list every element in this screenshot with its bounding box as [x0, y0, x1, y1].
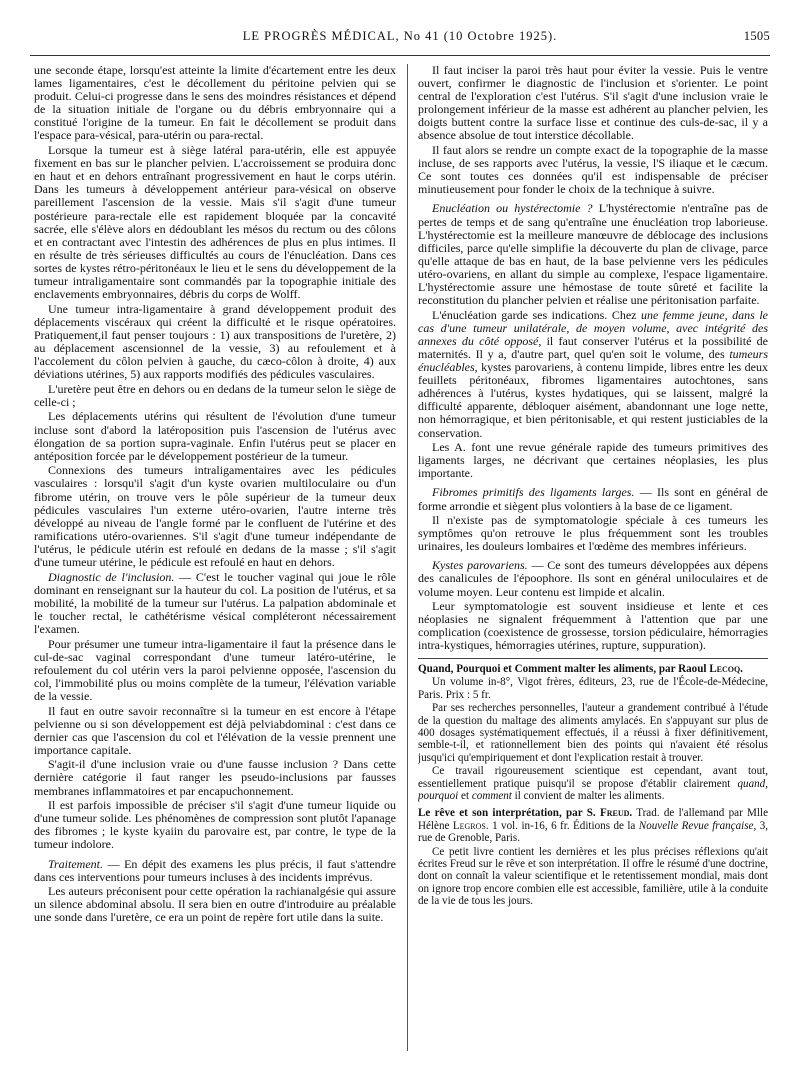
book-meta: 3, rue de Grenoble, Paris. [418, 819, 768, 844]
paragraph: Lorsque la tumeur est à siège latéral para-utérin, elle est appuyée fixement en bas sur le plancher pelvien. L'accroissement se produira donc en haut et en dehors entraînant progressivement en haut le corps utérin. Dans les tumeurs à développement antérieur para-vésical on observe pareillement l'ascension de la vessie. Mais s'il s'agit d'une tumeur postérieure para-rectale elle est rapidement bloquée par la concavité sacrée, elle s'élève alors en dédoublant les mésos du rectum ou des côlons et en contractant avec l'intestin des adhérences de plus en plus intimes. Il en résulte de très sérieuses difficultés au cours de l'énucléation. Dans ces sortes de kystes rétro-péritonéaux le lieu et le sens du développement de la tumeur intraligamentaire sont commandés par la topographie initiale des enclavements embryonnaires, débris du corps de Wolff. [34, 143, 396, 302]
book-meta: Trad. de l'allemand par Mlle Hélène [418, 807, 768, 832]
paragraph: une seconde étape, lorsqu'est atteinte la limite d'écartement entre les deux lames ligamentaires, c'est le décollement du péritoine pelvien qui se produit. Celui-ci progresse dans le sens des moindres résistances et dépend de la situation initiale de l'organe ou du débris embryonnaire qui a constitué l'origine de la tumeur. En fait le décollement se produit dans l'espace para-vésical, para-utérin ou para-rectal. [34, 64, 396, 143]
paragraph-text: — Ce sont des tumeurs développées aux dépens des canalicules de l'époophore. Ils sont en général uniloculaires et de volume moyen. Leur contenu est limpide et alcalin. [418, 558, 768, 599]
paragraph: Les auteurs préconisent pour cette opération la rachianalgésie qui assure un silence abdominal absolu. Il sera bien en outre d'introduire au préalable une sonde dans l'uretère, ce era un point de repère fort utile dans la suite. [34, 884, 396, 925]
paragraph: Il est parfois impossible de préciser s'il s'agit d'une tumeur liquide ou d'une tumeur solide. Les phénomènes de compression sont plutôt l'apanage des fibromes ; le kyste kyaiin du parovaire est, par contre, le type de la tumeur indolore. [34, 798, 396, 852]
paragraph: Il n'existe pas de symptomatologie spéciale à ces tumeurs les symptômes qu'on retrouve le plus fréquemment sont les troubles urinaires, les douleurs lombaires et l'œdème des membres inférieurs. [418, 513, 768, 554]
paragraph-text: Ce travail rigoureusement scientique est cependant, avant tout, essentiellement pratique puisqu'il se propose d'établir clairement [418, 765, 768, 790]
right-column [418, 64, 768, 1059]
paragraph-text: kystes parovariens, à contenu limpide, libres entre les deux feuillets péritonéaux, fibromes ligamentaires autochtones, sans adhérences à l'utérus, kystes hydatiques, qui se laissent, malgré la difficulté apparente, débloquer aisément, abandonnant une loge nette, non hémorragique, et bien péritonisable, et qui restent justiciables de la conservation. [418, 360, 768, 440]
left-column [34, 64, 396, 1059]
paragraph [34, 571, 396, 636]
paragraph-text: il convient de malter les aliments. [511, 790, 665, 802]
paragraph: Par ses recherches personnelles, l'auteur a grandement contribué à l'étude de la question du maltage des aliments amylacés. En s'appuyant sur plus de 400 dosages systématiquement effectués, il a réussi à fixer définitivement, semble-t-il, et rationnellement bien des points qui n'avaient été résolus jusqu'ici qu'empiriquement et dont l'explication restait à trouver. [418, 702, 768, 764]
section-heading: Fibromes primitifs des ligaments larges. [432, 485, 635, 500]
paragraph: Il faut en outre savoir reconnaître si la tumeur en est encore à l'étape pelvienne ou si son développement est déjà pelviabdominal : c'est dans ce dernier cas que l'ascension du col et l'élévation de la vessie prennent une importance capitale. [34, 703, 396, 757]
section-heading: Kystes parovariens. [432, 558, 528, 573]
paragraph [418, 202, 768, 307]
paragraph: Les déplacements utérins qui résultent de l'évolution d'une tumeur incluse sont d'abord la latéroposition puis l'ascension de l'utérus avec élongation de sa portion supra-vaginale. Enfin l'utérus peut se placer en antéposition forcée par le développement postérieur de la tumeur. [34, 409, 396, 463]
book-title [418, 663, 768, 675]
paragraph: Ce petit livre contient les dernières et les plus précises réflexions qu'ait écrites Freud sur le rêve et son interprétation. Il offre le résumé d'une doctrine, dont on connaît la valeur scientifique et le retentissement mondial, mais dont on ignore trop encore combien elle est accessible, familière, utile à la conduite de la vie de tous les jours. [418, 845, 768, 907]
book-author: Lecoq. [709, 662, 743, 675]
section-heading: Traitement. [48, 856, 104, 871]
book-title [418, 807, 768, 844]
paragraph: Les A. font une revue générale rapide des tumeurs primitives des ligaments larges, ne décrivant que certaines néoplasies, les plus importante. [418, 440, 768, 481]
paragraph-text: L'hystérectomie n'entraîne pas de pertes de temps et de sang qu'entraîne une énucléation trop laborieuse. L'hystérectomie est la meilleure manœuvre de déblocage des inclusions difficiles, parce qu'elle simplifie la découverte du plan de clivage, parce qu'elle attaque de bas en haut, de la base pelvienne vers les pédicules utéro-ovariens, en allant du simple au complexe, l'espace ligamentaire. L'hystérectomie assure une hémostase de toute sûreté et facilite la reconstitution du plancher pelvien et réalise une péritonisation parfaite. [418, 201, 768, 308]
paragraph-text: L'énucléation garde ses indications. Chez [432, 307, 641, 322]
book-translator: Legros. [452, 819, 489, 832]
paragraph-text: — C'est le toucher vaginal qui joue le rôle dominant en renseignant sur la hauteur du col. La position de l'utérus, et sa mobilité, la mobilité de la tumeur sur l'utérus. La palpation abdominale et le toucher rectal, le cathétérisme vésical compléteront nécessairement l'examen. [34, 569, 396, 636]
paragraph: S'agit-il d'une inclusion vraie ou d'une fausse inclusion ? Dans cette dernière catégorie il faut ranger les pseudo-inclusions par fausses membranes inflammatoires et par encapuchonnement. [34, 757, 396, 798]
paragraph-text: — Ils sont en général de forme arrondie et siègent plus volontiers à la base de ce ligament. [418, 485, 768, 513]
paragraph: Connexions des tumeurs intraligamentaires avec les pédicules vasculaires : lorsqu'il s'agit d'un kyste ovarien multiloculaire ou d'un fibrome utérin, on trouve vers le pôle supérieur de la tumeur deux pédicules vasculaires l'un externe utéro-ovarien, l'autre interne très développé au niveau de l'angle formé par le confluent de l'utérine et des ramifications utéro-ovariennes. S'il s'agit d'une tumeur indépendante de l'utérus, le pédicule utérin est refoulé en dedans de la masse ; s'il s'agit d'une tumeur utérine, le pédicule est refoulé en haut en dehors. [34, 463, 396, 569]
book-meta: 1 vol. in-16, 6 fr. Éditions de la [488, 819, 639, 832]
header-rule [30, 55, 770, 56]
book-author: Freud. [599, 807, 633, 820]
publisher-name: Nouvelle Revue française, [638, 819, 757, 832]
journal-title: LE PROGRÈS MÉDICAL, No 41 (10 Octobre 1925). [242, 29, 558, 43]
paragraph: L'uretère peut être en dehors ou en dedans de la tumeur selon le siège de celle-ci ; [34, 381, 396, 409]
book-title-text: Quand, Pourquoi et Comment malter les aliments, par Raoul [418, 662, 710, 675]
paragraph [418, 559, 768, 598]
paragraph: Il faut inciser la paroi très haut pour éviter la vessie. Puis le ventre ouvert, confirmer le diagnostic de l'inclusion et s'orienter. Le point central de l'exploration c'est l'utérus. S'il s'agit d'une inclusion vraie le prolongement inférieur de la masse est adhérent au plancher pelvien, les doigts buttent contre la surface lisse et continue des culs-de-sac, il y a absence absolue de tout interstice décollable. [418, 64, 768, 143]
paragraph: Leur symptomatologie est souvent insidieuse et lente et ces néoplasies ne signalent fréquemment à l'attention que par une complication (coexistence de grossesse, torsion pédiculaire, hémorragies intra-kystiques, hémorragies utérines, rupture, suppuration). [418, 599, 768, 653]
paragraph [34, 858, 396, 884]
italic-text: une femme jeune, dans le cas d'une tumeur unilatérale, de moyen volume, avec intégrité des annexes du côté opposé, [418, 307, 768, 348]
running-header [30, 26, 770, 48]
paragraph-text: — En dépit des examens les plus précis, il faut s'attendre dans ces interventions pour tumeurs incluses à des incidents imprévus. [34, 856, 396, 884]
column-divider [407, 64, 408, 1051]
paragraph [418, 309, 768, 440]
book-review-lecoq [418, 663, 768, 803]
paragraph-text: et [458, 790, 472, 802]
paragraph-text: il faut conserver l'utérus et la possibilité de maternités. Il y a, d'autre part, quel qu'en soit le volume, des [418, 333, 768, 361]
page-number: 1505 [743, 29, 770, 43]
book-meta: Un volume in-8°, Vigot frères, éditeurs, 23, rue de l'École-de-Médecine, Paris. Prix : 5 fr. [418, 676, 768, 701]
paragraph: Pour présumer une tumeur intra-ligamentaire il faut la présence dans le cul-de-sac vaginal correspondant d'une tumeur latéro-utérine, le refoulement du col utérin vers la paroi pelvienne opposée, l'ascension du col, l'immobilité plus ou moins complète de la tumeur, l'élévation variable de la vessie. [34, 636, 396, 703]
book-review-freud [418, 807, 768, 907]
section-heading: Diagnostic de l'inclusion. [48, 569, 175, 584]
section-rule [418, 658, 768, 659]
paragraph: Une tumeur intra-ligamentaire à grand développement produit des déplacements viscéraux qui créent la difficulté et le risque opératoires. Pratiquement,il faut penser toujours : 1) aux transpositions de l'uretère, 2) au déplacement ascensionnel de la vessie, 3) au refoulement et à l'accolement du côlon pelvien à gauche, du cæco-côlon à droite, 4) aux déviations utérines, 5) aux rapports modifiés des pédicules vasculaires. [34, 301, 396, 382]
italic-text: quand, pourquoi [418, 777, 768, 802]
section-heading: Enucléation ou hystérectomie ? [432, 201, 593, 216]
paragraph [418, 765, 768, 802]
italic-text: tumeurs énucléables, [418, 346, 768, 375]
paragraph [418, 486, 768, 512]
paragraph: Il faut alors se rendre un compte exact de la topographie de la masse incluse, de ses rapports avec l'utérus, la vessie, l'S iliaque et le cæcum. Ce sont toutes ces données qu'il est indispensable de préciser minutieusement pour fonder le choix de la technique à suivre. [418, 143, 768, 197]
book-title-text: Le rêve et son interprétation, par S. [418, 807, 600, 820]
italic-text: comment [471, 790, 512, 802]
